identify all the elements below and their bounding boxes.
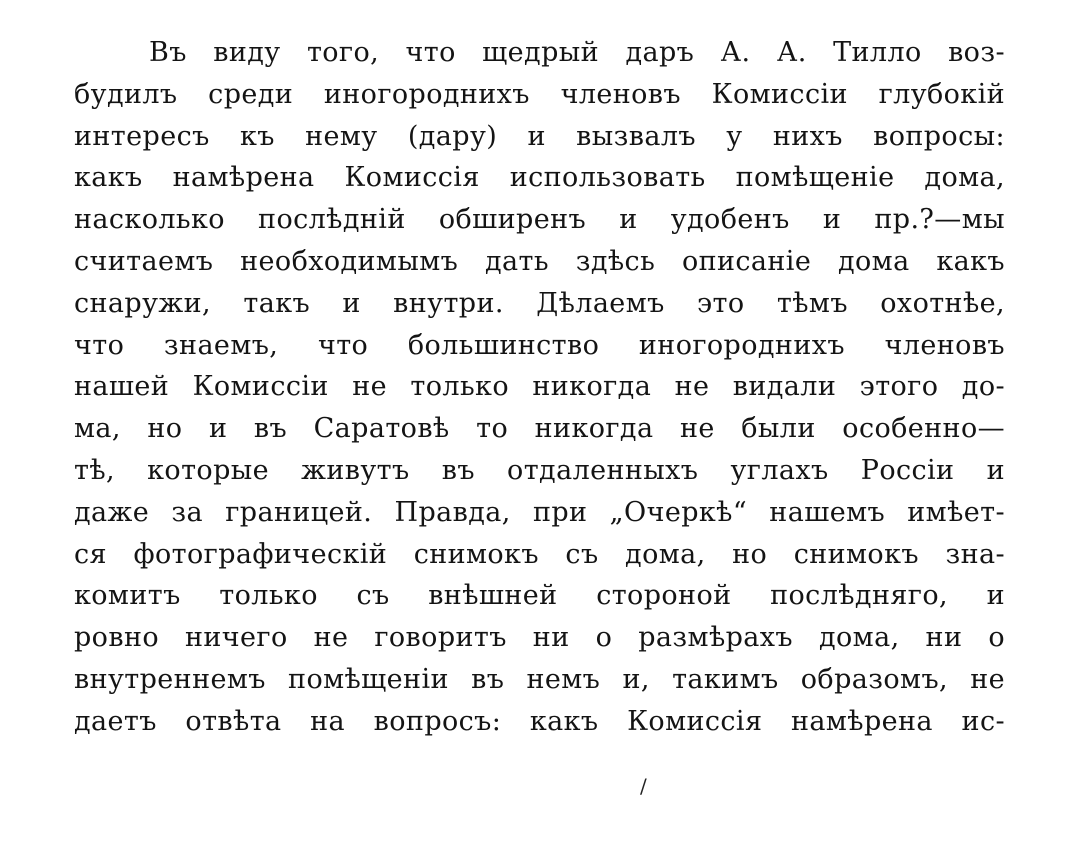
text-line: ма, но и въ Саратовѣ то никогда не были особенно— [74, 413, 1005, 445]
stray-mark: / [640, 774, 647, 798]
text-line: даже за границей. Правда, при „Очеркѣ“ нашемъ имѣет- [74, 496, 1005, 528]
text-line: будилъ среди иногороднихъ членовъ Комиссіи глубокій [74, 78, 1005, 110]
text-line: снаружи, такъ и внутри. Дѣлаемъ это тѣмъ охотнѣе, [74, 287, 1005, 319]
text-line: ся фотографическій снимокъ съ дома, но снимокъ зна- [74, 538, 1005, 570]
text-line: что знаемъ, что большинство иногороднихъ членовъ [74, 329, 1005, 361]
text-line: Въ виду того, что щедрый даръ А. А. Тилло воз- [149, 37, 1005, 68]
text-line: считаемъ необходимымъ дать здѣсь описаніе дома какъ [74, 245, 1005, 277]
text-line: нашей Комиссіи не только никогда не видали этого до- [74, 371, 1005, 403]
text-line: насколько послѣдній обширенъ и удобенъ и пр.?—мы [74, 204, 1005, 236]
text-line: какъ намѣрена Комиссія использовать помѣщеніе дома, [74, 162, 1005, 194]
text-line: ровно ничего не говоритъ ни о размѣрахъ дома, ни о [74, 622, 1005, 654]
text-line: даетъ отвѣта на вопросъ: какъ Комиссія намѣрена ис- [74, 705, 1005, 737]
text-line: интересъ къ нему (дару) и вызвалъ у нихъ вопросы: [74, 120, 1005, 152]
text-line: тѣ, которые живутъ въ отдаленныхъ углахъ Россіи и [74, 454, 1005, 486]
text-line: внутреннемъ помѣщеніи въ немъ и, такимъ образомъ, не [74, 663, 1005, 695]
body-paragraph [74, 32, 1005, 743]
text-line: комитъ только съ внѣшней стороной послѣдняго, и [74, 580, 1005, 612]
